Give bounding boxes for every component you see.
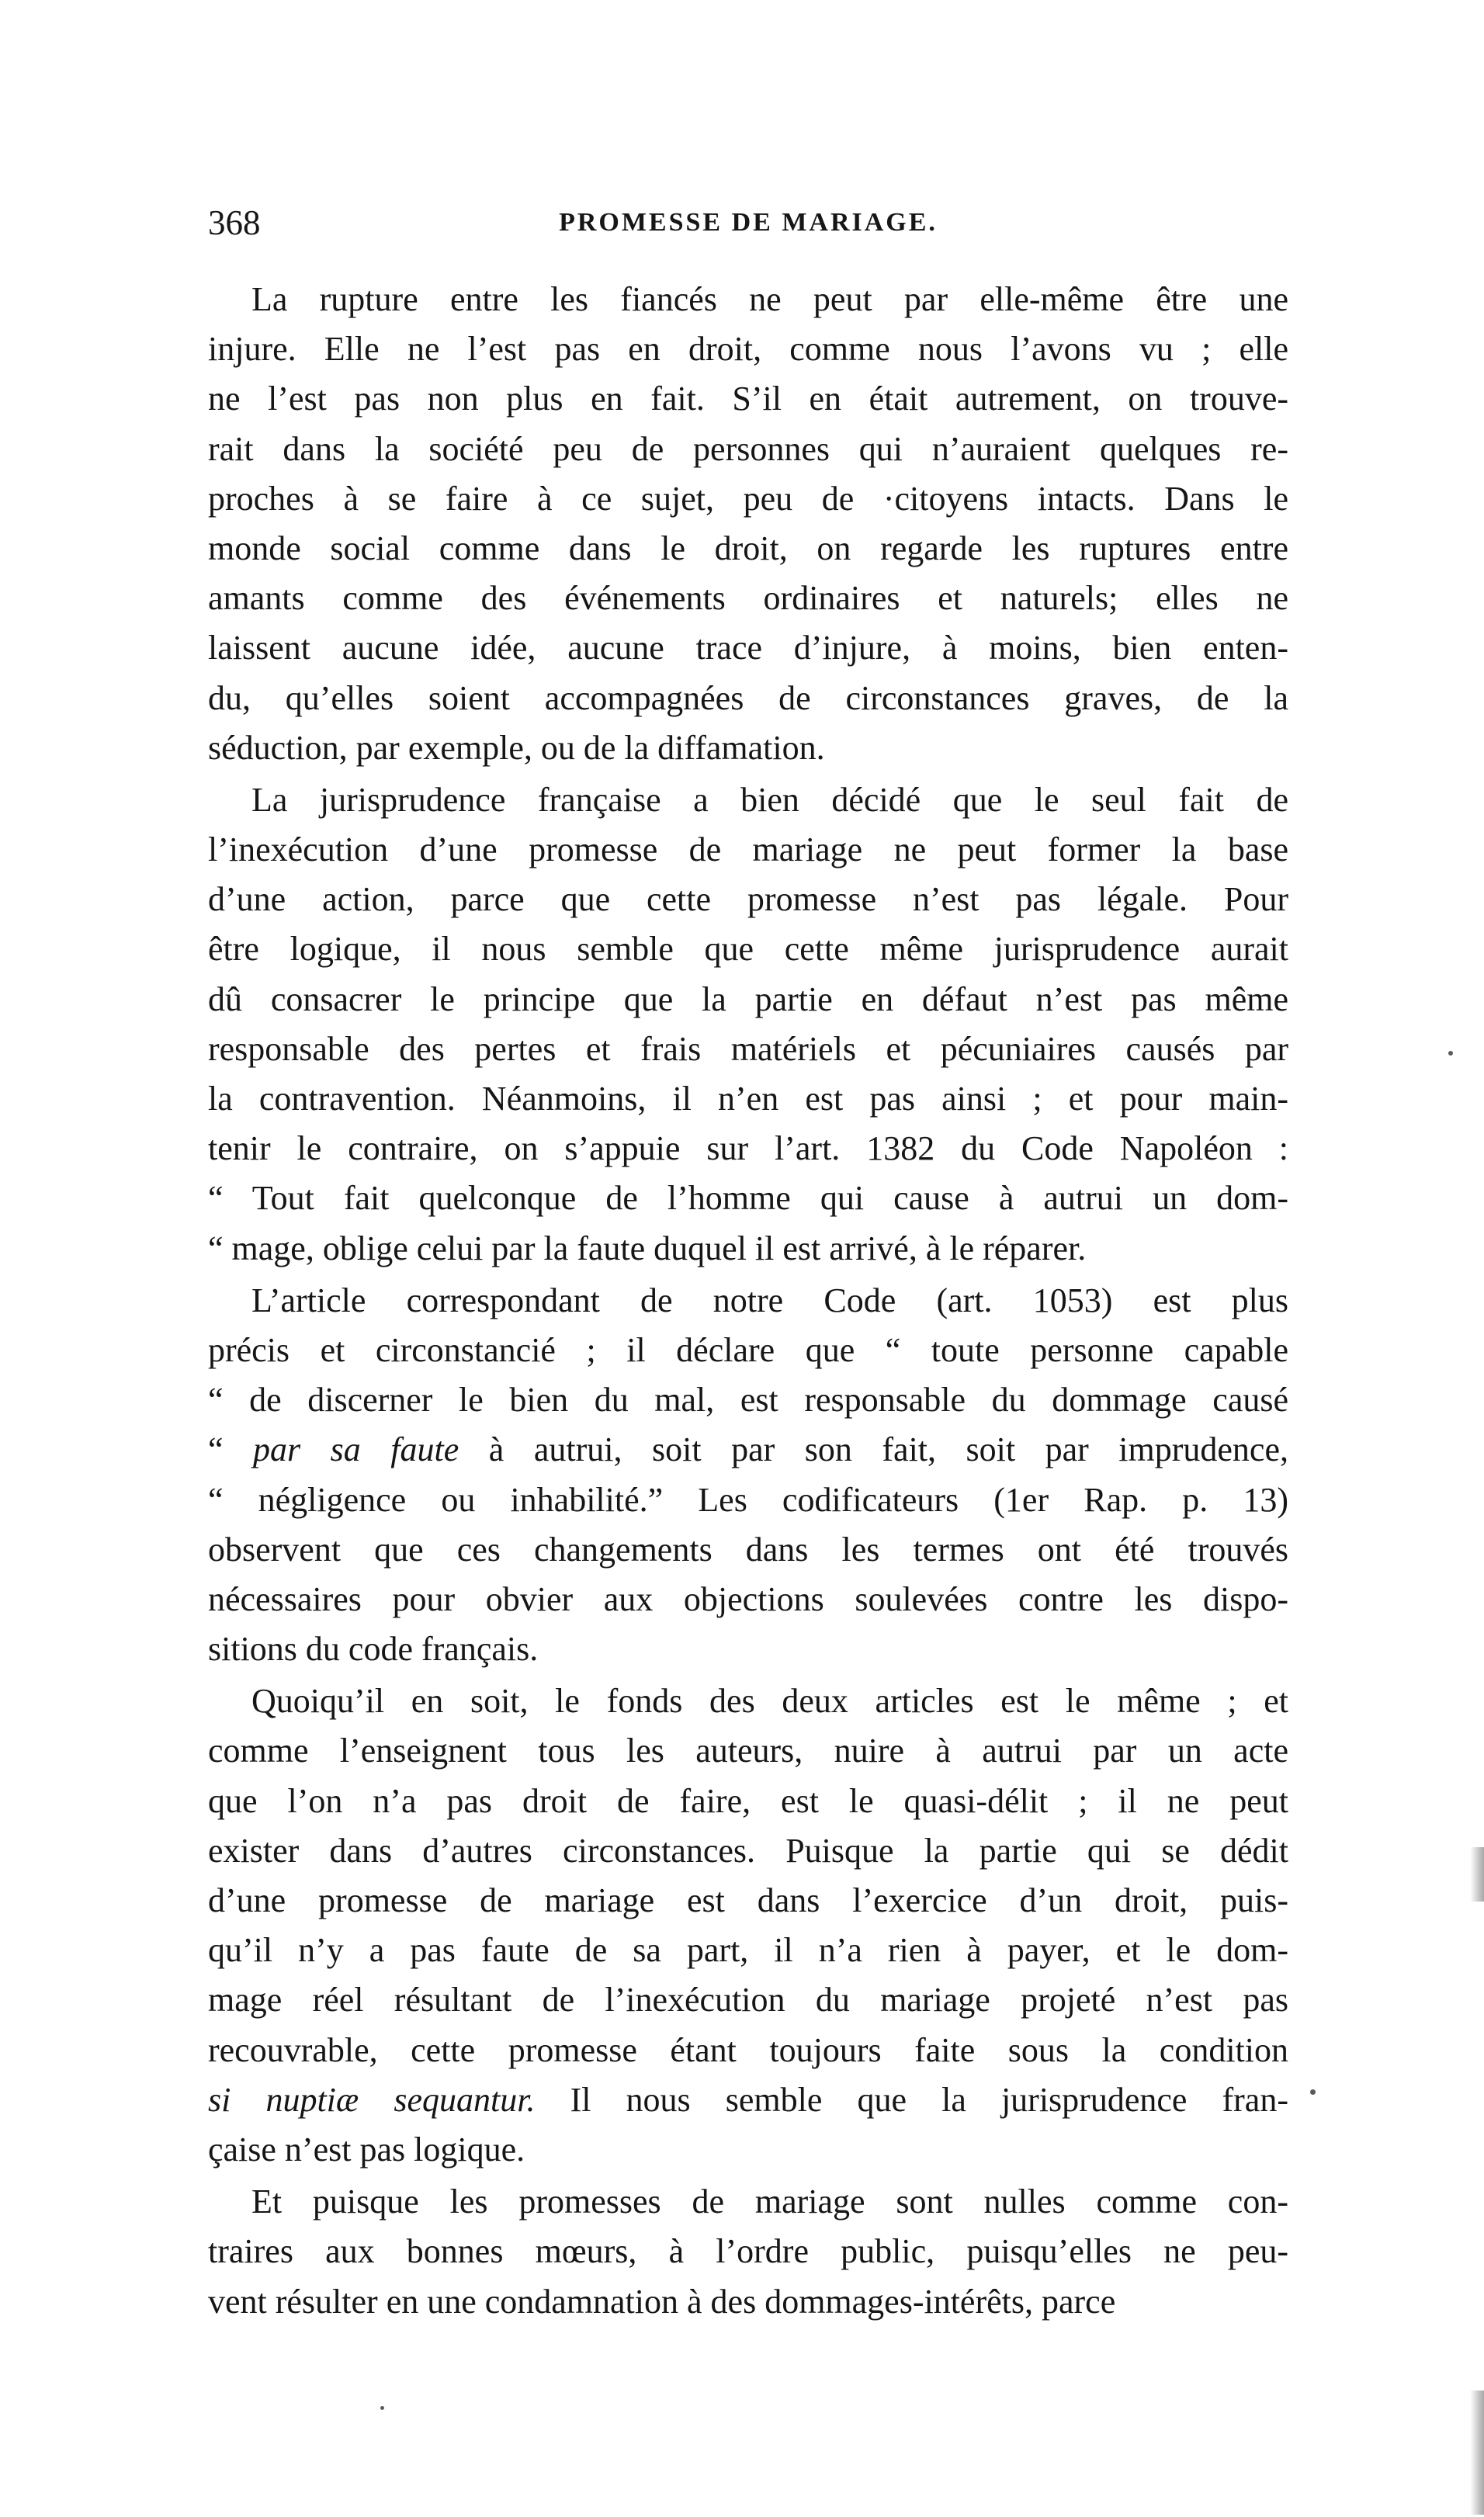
text-line: Et puisque les promesses de mariage sont nulles comme con- <box>251 2182 1288 2221</box>
text-line: “ de discerner le bien du mal, est responsable du dommage causé <box>208 1381 1288 1420</box>
text-line: Quoiqu’il en soit, le fonds des deux articles est le même ; et <box>251 1682 1288 1721</box>
text-segment: Il nous semble que la jurisprudence fran- <box>535 2080 1288 2119</box>
scan-speck <box>1448 1051 1453 1056</box>
text-line: “ négligence ou inhabilité.” Les codificateurs (1er Rap. p. 13) <box>208 1480 1288 1519</box>
paragraph <box>208 1676 1288 2175</box>
text-line: nécessaires pour obvier aux objections soulevées contre les dispo- <box>208 1579 1288 1618</box>
text-line: qu’il n’y a pas faute de sa part, il n’a rien à payer, et le dom- <box>208 1931 1288 1970</box>
text-line: précis et circonstancié ; il déclare que “ toute personne capable <box>208 1330 1288 1369</box>
text-line: dû consacrer le principe que la partie en défaut n’est pas même <box>208 979 1288 1018</box>
text-segment: à autrui, soit par son fait, soit par imprudence, <box>459 1430 1288 1469</box>
text-line: l’inexécution d’une promesse de mariage ne peut former la base <box>208 830 1288 869</box>
text-line: La jurisprudence française a bien décidé que le seul fait de <box>251 780 1288 819</box>
paragraph <box>208 1276 1288 1675</box>
text-line: recouvrable, cette promesse étant toujours faite sous la condition <box>208 2030 1288 2069</box>
paragraph <box>208 2177 1288 2327</box>
paragraph <box>208 775 1288 1274</box>
italic-phrase: si nuptiæ sequantur. <box>208 2080 536 2119</box>
text-line: “ mage, oblige celui par la faute duquel il est arrivé, à le réparer. <box>208 1229 1087 1267</box>
text-line: rait dans la société peu de personnes qui n’auraient quelques re- <box>208 429 1288 468</box>
text-line: du, qu’elles soient accompagnées de circonstances graves, de la <box>208 678 1288 717</box>
text-line: d’une action, parce que cette promesse n’est pas légale. Pour <box>208 880 1288 919</box>
page-header <box>208 196 1288 250</box>
text-line: séduction, par exemple, ou de la diffamation. <box>208 728 825 767</box>
text-line <box>208 2075 1288 2125</box>
text-line <box>208 1425 1288 1475</box>
text-line: traires aux bonnes mœurs, à l’ordre public, puisqu’elles ne peu- <box>208 2232 1288 2271</box>
body-text <box>208 275 1288 2327</box>
scan-speck <box>1310 2089 1316 2095</box>
text-line: exister dans d’autres circonstances. Puisque la partie qui se dédit <box>208 1831 1288 1870</box>
paragraph <box>208 275 1288 773</box>
page-edge-shadow <box>1470 2390 1484 2515</box>
text-line: laissent aucune idée, aucune trace d’injure, à moins, bien enten- <box>208 629 1288 667</box>
text-line: “ Tout fait quelconque de l’homme qui cause à autrui un dom- <box>208 1179 1288 1218</box>
text-segment: “ <box>208 1430 254 1469</box>
text-line: la contravention. Néanmoins, il n’en est pas ainsi ; et pour main- <box>208 1080 1288 1118</box>
text-line: La rupture entre les fiancés ne peut par elle-même être une <box>251 280 1288 318</box>
text-line: responsable des pertes et frais matériels et pécuniaires causés par <box>208 1029 1288 1068</box>
text-line: d’une promesse de mariage est dans l’exercice d’un droit, puis- <box>208 1881 1288 1919</box>
text-line: monde social comme dans le droit, on regarde les ruptures entre <box>208 529 1288 567</box>
text-line: vent résulter en une condamnation à des dommages-intérêts, parce <box>208 2282 1116 2321</box>
text-line: sitions du code français. <box>208 1630 539 1669</box>
text-line: L’article correspondant de notre Code (art. 1053) est plus <box>251 1281 1288 1319</box>
text-line: ne l’est pas non plus en fait. S’il en était autrement, on trouve- <box>208 380 1288 418</box>
running-title: PROMESSE DE MARIAGE. <box>559 208 938 237</box>
italic-phrase: par sa faute <box>253 1430 459 1469</box>
scan-speck <box>380 2406 384 2410</box>
text-line: çaise n’est pas logique. <box>208 2130 525 2169</box>
text-line: injure. Elle ne l’est pas en droit, comme nous l’avons vu ; elle <box>208 330 1288 369</box>
text-line: comme l’enseignent tous les auteurs, nuire à autrui par un acte <box>208 1732 1288 1770</box>
text-line: mage réel résultant de l’inexécution du mariage projeté n’est pas <box>208 1981 1288 2019</box>
page-edge-shadow <box>1470 1847 1484 1902</box>
page-number: 368 <box>208 203 261 242</box>
text-line: tenir le contraire, on s’appuie sur l’art. 1382 du Code Napoléon : <box>208 1129 1288 1168</box>
text-line: être logique, il nous semble que cette même jurisprudence aurait <box>208 930 1288 969</box>
text-line: proches à se faire à ce sujet, peu de ·citoyens intacts. Dans le <box>208 479 1288 518</box>
text-line: que l’on n’a pas droit de faire, est le quasi-délit ; il ne peut <box>208 1781 1288 1820</box>
text-line: amants comme des événements ordinaires et naturels; elles ne <box>208 579 1288 618</box>
text-line: observent que ces changements dans les termes ont été trouvés <box>208 1530 1288 1569</box>
